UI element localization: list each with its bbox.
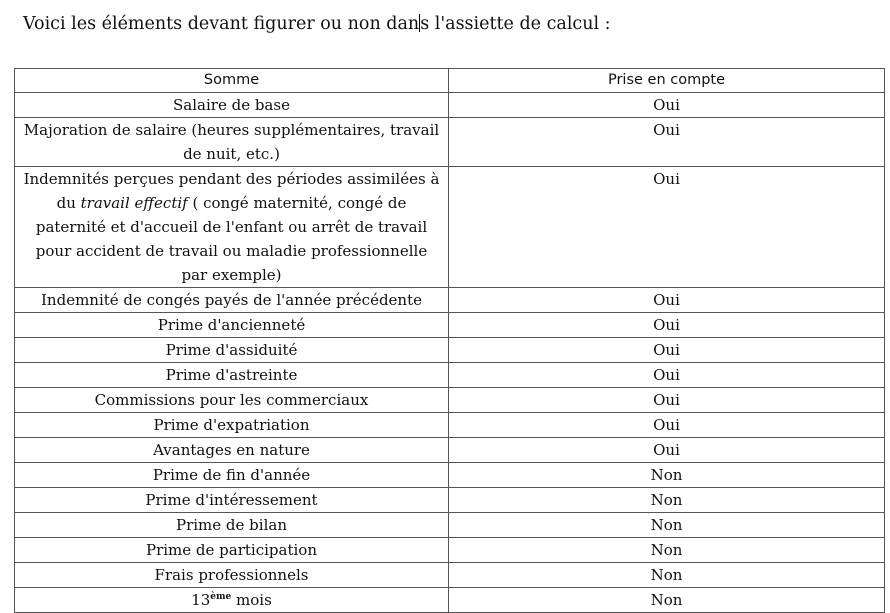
row-label: Indemnité de congés payés de l'année précédente [15,288,449,313]
row-label: Prime de bilan [15,513,449,538]
row-value: Oui [449,338,885,363]
table-row [15,167,885,288]
table-row [15,363,885,388]
row-value: Non [449,563,885,588]
intro-text-after-cursor: s l'assiette de calcul : [420,14,611,34]
column-header-prise-en-compte: Prise en compte [449,69,885,93]
row-label [15,167,449,288]
table-row [15,588,885,613]
row-label: Prime de participation [15,538,449,563]
row-value: Oui [449,93,885,118]
row-label: Prime de fin d'année [15,463,449,488]
row-label: Commissions pour les commerciaux [15,388,449,413]
table-row [15,488,885,513]
row-label-part: ( congé maternité, congé de paternité et d'accueil de l'enfant ou arrêt de travail pour accident de travail ou maladie professionnelle par exemple) [35,194,428,284]
row-label: Prime d'assiduité [15,338,449,363]
row-label: Avantages en nature [15,438,449,463]
row-label: Frais professionnels [15,563,449,588]
row-value: Oui [449,438,885,463]
row-label-part: 13 [191,591,211,609]
row-label-emphasis: travail effectif [80,194,188,212]
row-value: Oui [449,363,885,388]
row-value: Oui [449,313,885,338]
row-label-part: mois [231,591,272,609]
row-value: Non [449,513,885,538]
table-row [15,463,885,488]
row-label: Prime d'expatriation [15,413,449,438]
row-value: Oui [449,167,885,288]
row-value: Non [449,588,885,613]
row-label: Prime d'astreinte [15,363,449,388]
row-value: Oui [449,118,885,167]
row-label: Prime d'intéressement [15,488,449,513]
table-row [15,413,885,438]
table-row [15,388,885,413]
table-row [15,313,885,338]
row-value: Oui [449,413,885,438]
table-row [15,438,885,463]
row-label-part: Indemnités perçues pendant des périodes assimilées à du [23,170,440,212]
row-value: Oui [449,288,885,313]
column-header-somme: Somme [15,69,449,93]
ordinal-superscript: ème [210,592,232,602]
row-value: Oui [449,388,885,413]
table-row [15,288,885,313]
row-value: Non [449,538,885,563]
calculation-base-table [14,68,885,613]
table-row [15,93,885,118]
table-row [15,338,885,363]
row-value: Non [449,463,885,488]
row-label: Majoration de salaire (heures supplémentaires, travail de nuit, etc.) [15,118,449,167]
intro-text-before-cursor: Voici les éléments devant figurer ou non dan [23,14,420,34]
table-row [15,513,885,538]
table-row [15,118,885,167]
table-row [15,538,885,563]
table-row [15,563,885,588]
table-header-row [15,69,885,93]
row-value: Non [449,488,885,513]
row-label [15,588,449,613]
intro-text [23,11,611,37]
row-label: Salaire de base [15,93,449,118]
row-label: Prime d'ancienneté [15,313,449,338]
